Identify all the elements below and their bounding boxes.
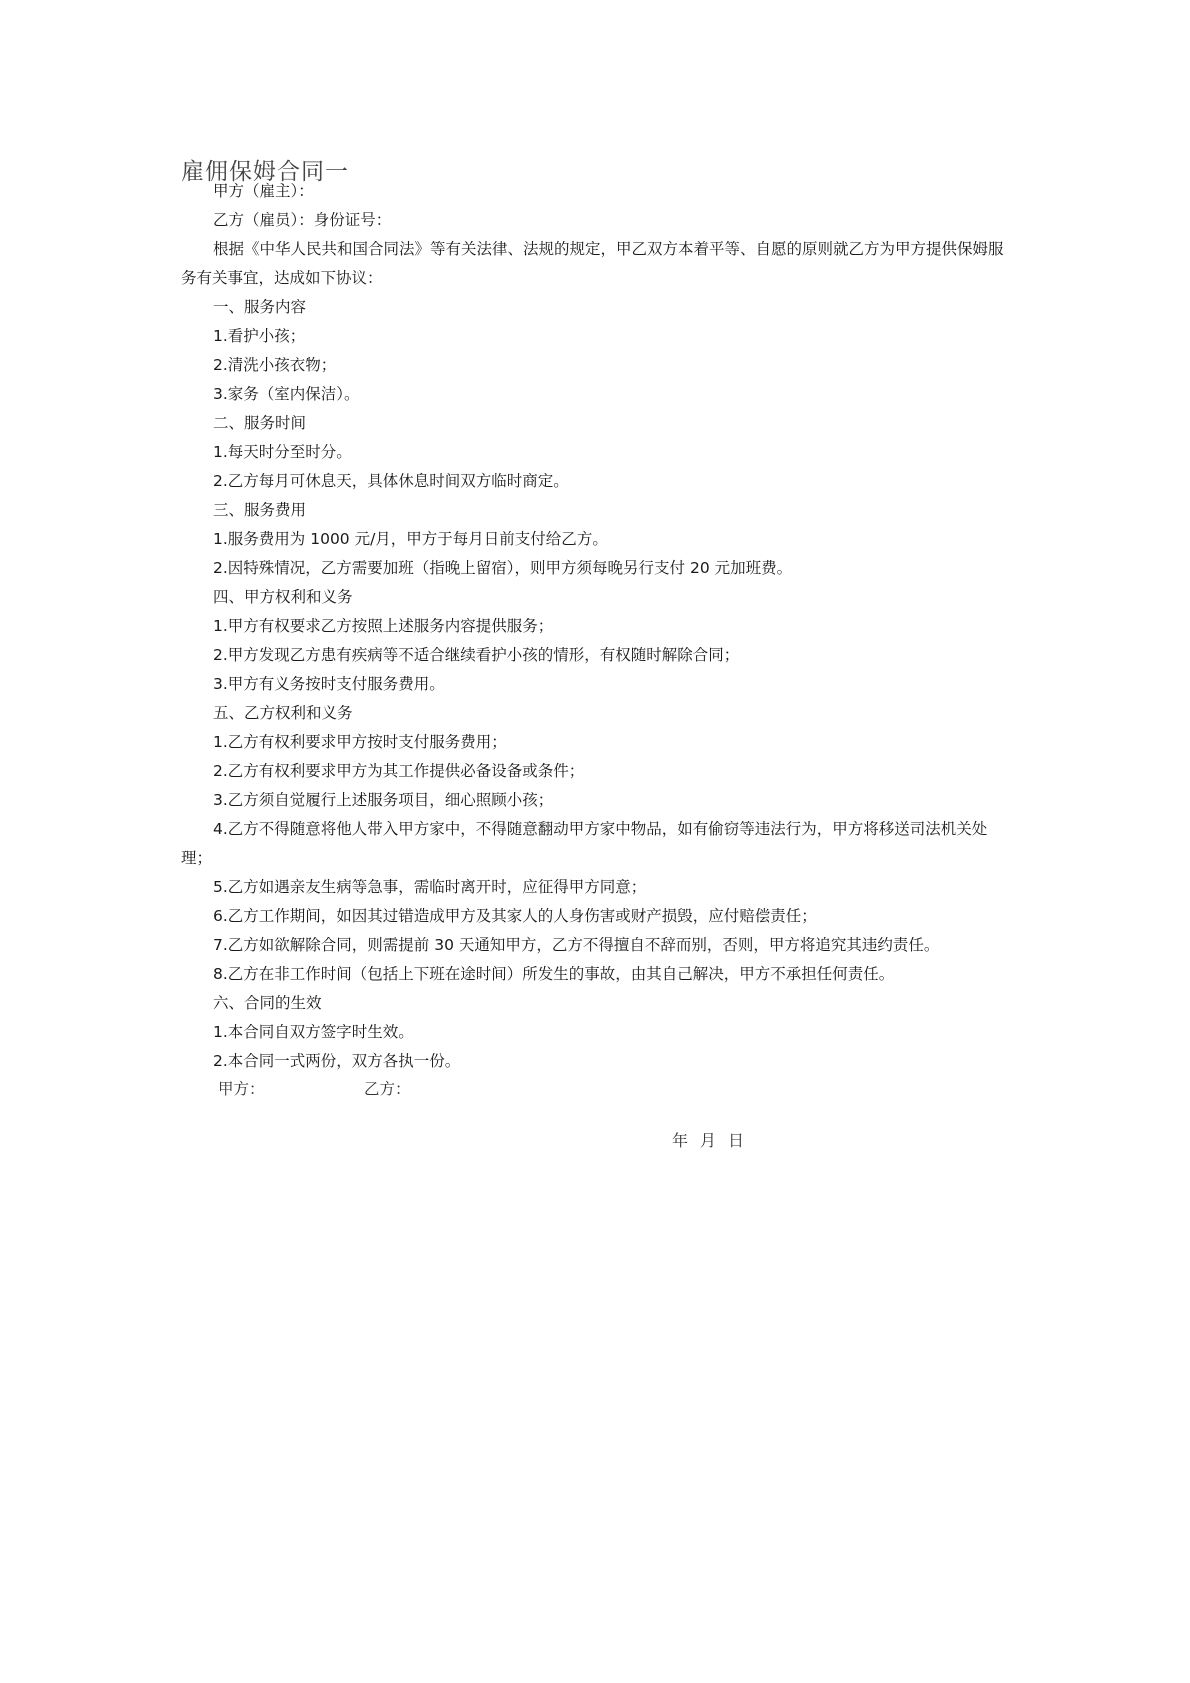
party-b-line: 乙方（雇员）：身份证号： [213, 211, 392, 229]
clause: 7.乙方如欲解除合同，则需提前 30 天通知甲方，乙方不得擅自不辞而别，否则，甲方将追究其违约责任。 [213, 936, 940, 954]
clause: 1.乙方有权利要求甲方按时支付服务费用； [213, 733, 507, 751]
date-day: 日 [728, 1131, 745, 1150]
clause: 2.乙方每月可休息天，具体休息时间双方临时商定。 [213, 472, 569, 490]
document-title: 雇佣保姆合同一 [181, 159, 349, 185]
section-heading: 二、服务时间 [213, 414, 307, 432]
section-heading: 一、服务内容 [213, 298, 307, 316]
clause: 2.乙方有权利要求甲方为其工作提供必备设备或条件； [213, 762, 585, 780]
clause: 2.清洗小孩衣物； [213, 356, 337, 374]
date-year: 年 [672, 1131, 689, 1150]
clause: 2.本合同一式两份，双方各执一份。 [213, 1052, 461, 1070]
party-b-signature-label: 乙方： [364, 1080, 411, 1098]
clause: 2.甲方发现乙方患有疾病等不适合继续看护小孩的情形，有权随时解除合同； [213, 646, 740, 664]
clause: 1.本合同自双方签字时生效。 [213, 1023, 414, 1041]
clause: 3.乙方须自觉履行上述服务项目，细心照顾小孩； [213, 791, 554, 809]
preamble-line-1: 根据《中华人民共和国合同法》等有关法律、法规的规定，甲乙双方本着平等、自愿的原则就乙方为甲方提供保姆服 [213, 240, 1004, 258]
section-heading: 四、甲方权利和义务 [213, 588, 353, 606]
signing-date [672, 1131, 756, 1151]
clause: 1.每天时分至时分。 [213, 443, 352, 461]
clause: 6.乙方工作期间，如因其过错造成甲方及其家人的人身伤害或财产损毁，应付赔偿责任； [213, 907, 817, 925]
clause-continuation: 理； [181, 849, 213, 867]
clause: 4.乙方不得随意将他人带入甲方家中，不得随意翻动甲方家中物品，如有偷窃等违法行为，甲方将移送司法机关处 [213, 820, 988, 838]
clause: 1.服务费用为 1000 元/月，甲方于每月日前支付给乙方。 [213, 530, 608, 548]
clause: 2.因特殊情况，乙方需要加班（指晚上留宿），则甲方须每晚另行支付 20 元加班费。 [213, 559, 793, 577]
clause: 3.甲方有义务按时支付服务费用。 [213, 675, 445, 693]
party-a-signature-label: 甲方： [218, 1080, 265, 1098]
section-heading: 五、乙方权利和义务 [213, 704, 353, 722]
section-heading: 三、服务费用 [213, 501, 307, 519]
party-a-line: 甲方（雇主）： [213, 182, 314, 200]
clause: 1.甲方有权要求乙方按照上述服务内容提供服务； [213, 617, 554, 635]
clause: 8.乙方在非工作时间（包括上下班在途时间）所发生的事故，由其自己解决，甲方不承担任何责任。 [213, 965, 895, 983]
clause: 1.看护小孩； [213, 327, 306, 345]
date-month: 月 [700, 1131, 717, 1150]
clause: 3.家务（室内保洁）。 [213, 385, 360, 403]
clause: 5.乙方如遇亲友生病等急事，需临时离开时，应征得甲方同意； [213, 878, 647, 896]
section-heading: 六、合同的生效 [213, 994, 322, 1012]
preamble-line-2: 务有关事宜，达成如下协议： [181, 269, 383, 287]
